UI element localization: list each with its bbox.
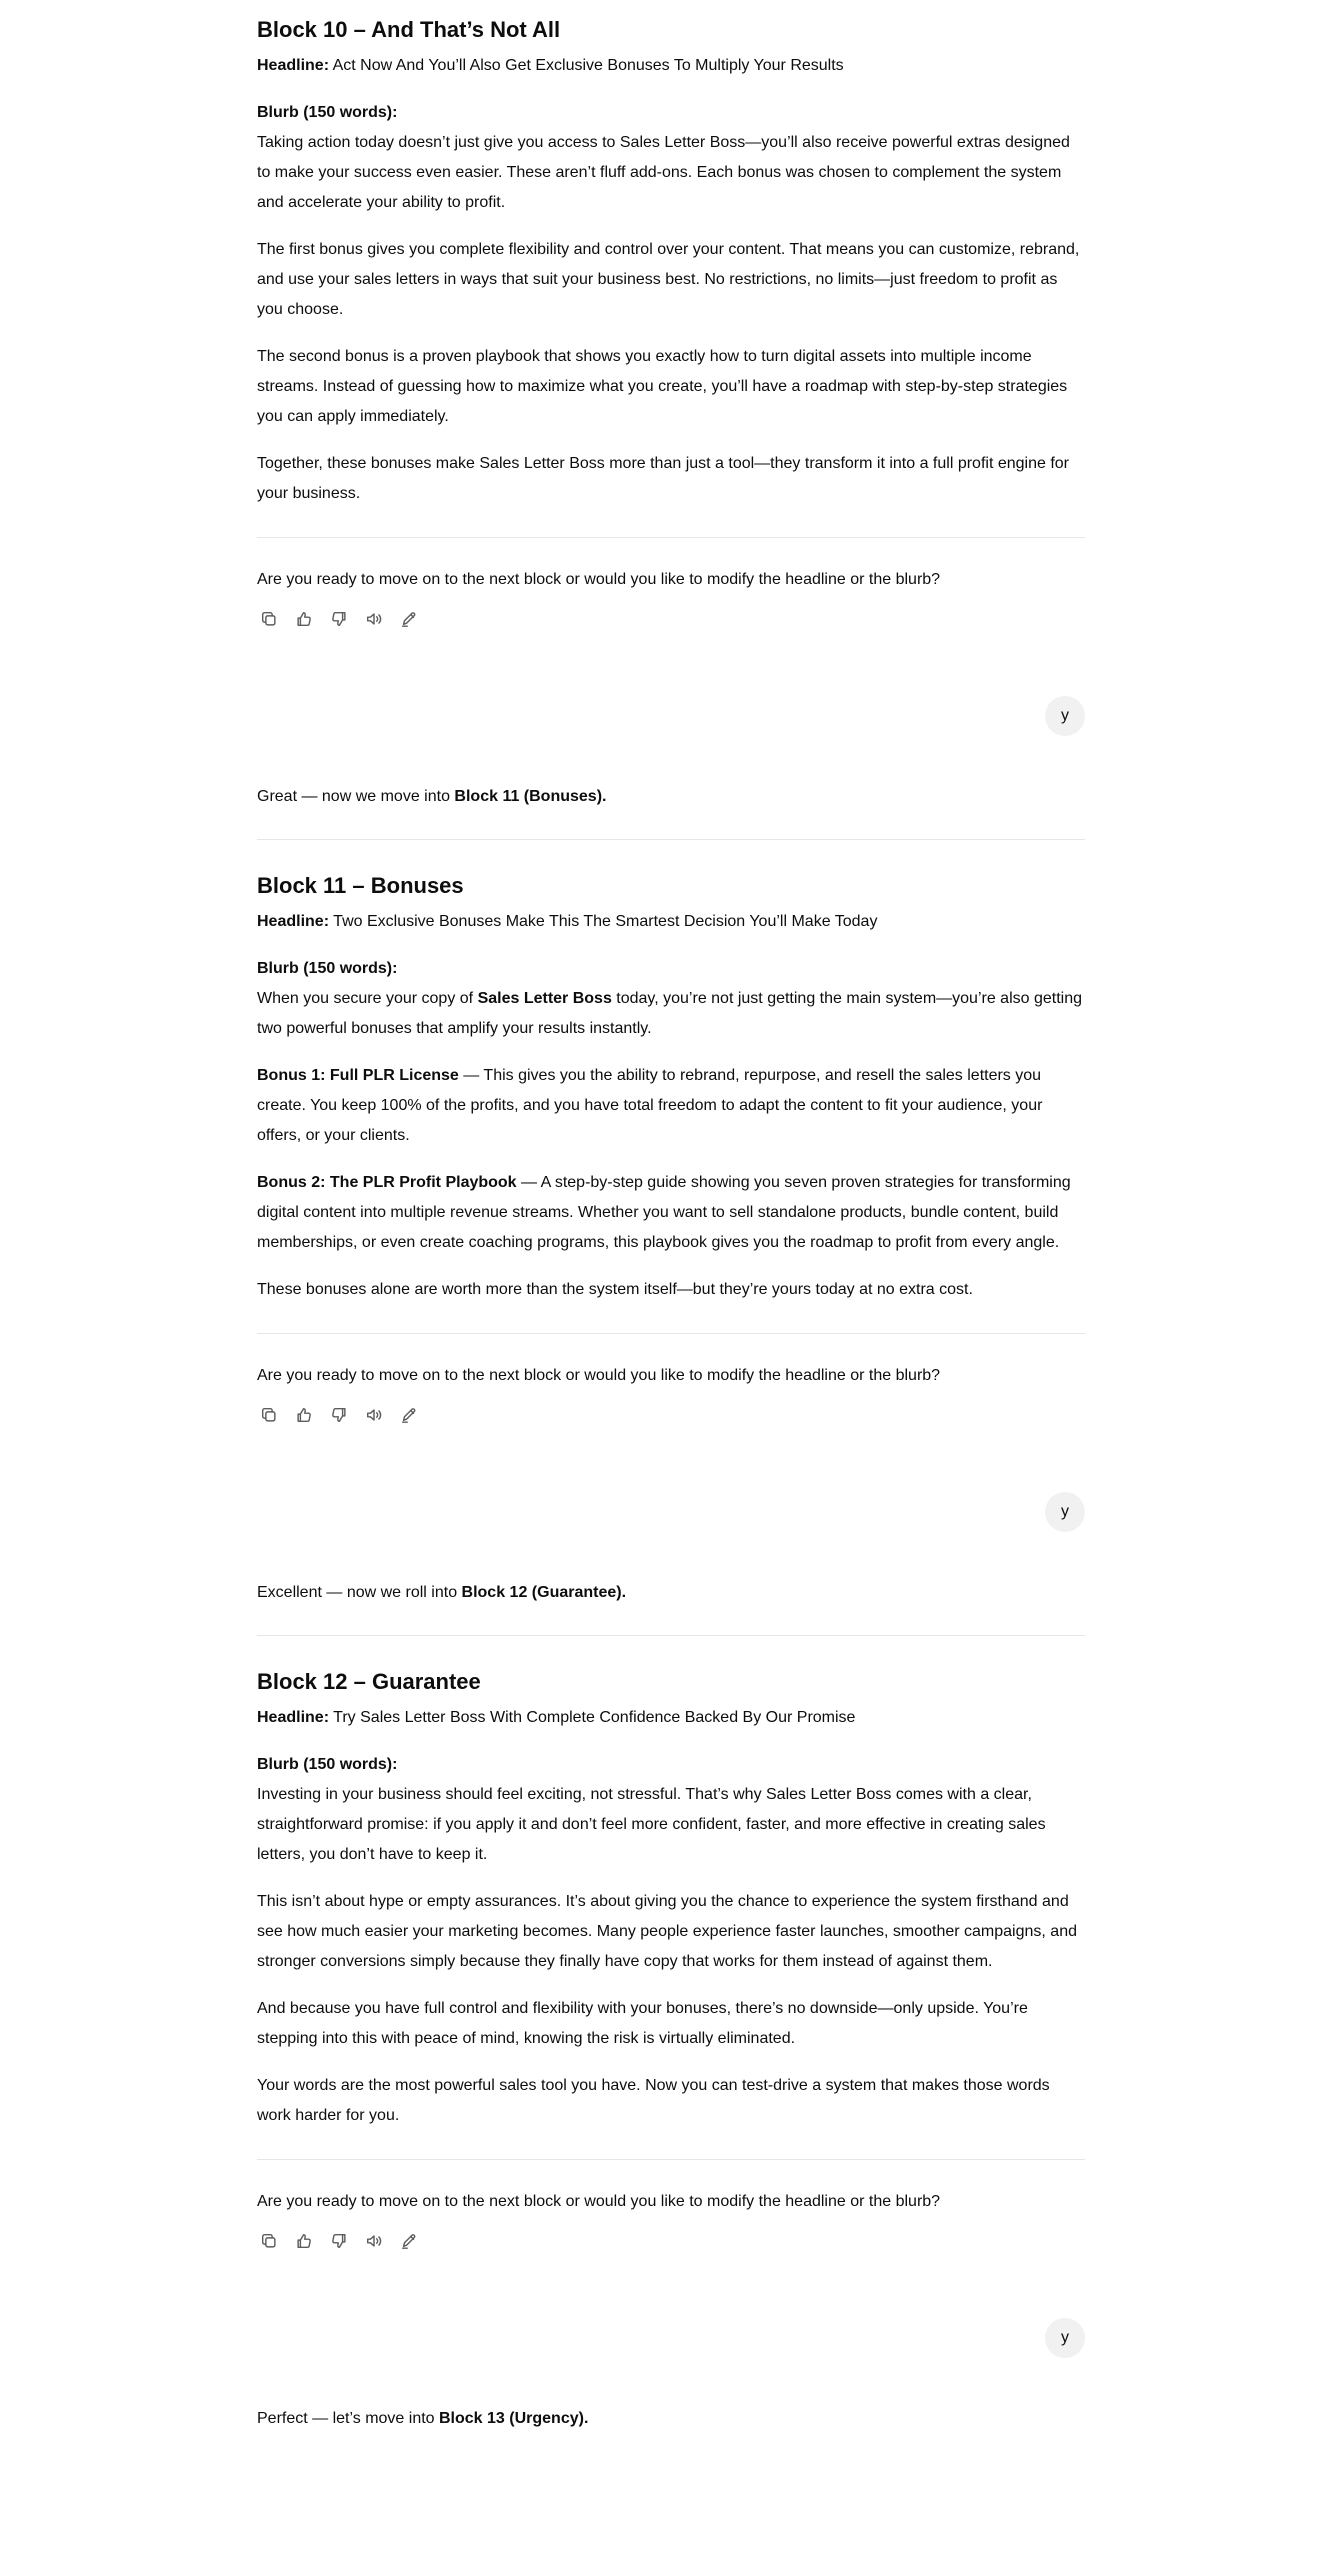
question-text: Are you ready to move on to the next block or would you like to modify the headline or the blurb? [257, 2193, 941, 2210]
read-aloud-icon[interactable] [362, 1403, 386, 1427]
assistant-message [257, 0, 1085, 631]
message-actions [257, 607, 1085, 631]
paragraph: These bonuses alone are worth more than the system itself—but they’re yours today at no extra cost. [257, 1281, 973, 1298]
edit-icon[interactable] [397, 607, 421, 631]
thumbs-down-icon[interactable] [327, 2229, 351, 2253]
transition-text: Excellent — now we roll into [257, 1584, 462, 1601]
paragraph-text: When you secure your copy of [257, 990, 478, 1007]
headline-label: Headline: [257, 913, 330, 930]
copy-icon[interactable] [257, 2229, 281, 2253]
message-actions [257, 1403, 1085, 1427]
divider [257, 839, 1085, 840]
user-message-row [257, 1492, 1085, 1532]
message-actions [257, 2229, 1085, 2253]
thumbs-up-icon[interactable] [292, 2229, 316, 2253]
block-title: Block 10 – And That’s Not All [257, 17, 561, 42]
headline-label: Headline: [257, 1709, 330, 1726]
transition-text: Great — now we move into [257, 788, 455, 805]
blurb-label: Blurb (150 words): [257, 104, 398, 121]
paragraph [257, 984, 1085, 1044]
divider [257, 1333, 1085, 1334]
thumbs-down-icon[interactable] [327, 1403, 351, 1427]
blurb-label-line [257, 98, 1085, 128]
next-block-label: Block 12 (Guarantee). [461, 1584, 627, 1601]
assistant-message [257, 2358, 1085, 2434]
paragraph-text: today, you’re not just getting the main system—you’re also getting two powerful bonuses that amplify your results instantly. [257, 990, 1083, 1037]
paragraph: The first bonus gives you complete flexibility and control over your content. That means you can customize, rebrand, and use your sales letters in ways that suit your business best. No restrictions, no limits—just freedom to profit as you choose. [257, 241, 1080, 318]
user-message: y [1045, 1492, 1085, 1532]
block-title: Block 12 – Guarantee [257, 1669, 481, 1694]
headline-text: Act Now And You’ll Also Get Exclusive Bonuses To Multiply Your Results [332, 57, 844, 74]
headline-line [257, 1703, 1085, 1733]
read-aloud-icon[interactable] [362, 607, 386, 631]
headline-line [257, 907, 1085, 937]
copy-icon[interactable] [257, 1403, 281, 1427]
divider [257, 537, 1085, 538]
user-message-row [257, 696, 1085, 736]
paragraph: Taking action today doesn’t just give you access to Sales Letter Boss—you’ll also receive powerful extras designed to make your success even easier. These aren’t fluff add-ons. Each bonus was chosen to complement the system and accelerate your ability to profit. [257, 134, 1070, 211]
headline-line [257, 51, 1085, 81]
edit-icon[interactable] [397, 1403, 421, 1427]
bonus-2-text: — A step-by-step guide showing you seven proven strategies for transforming digital content into multiple revenue streams. Whether you want to sell standalone products, bundle content, build memberships, or even create coaching programs, this playbook gives you the roadmap to profit from every angle. [257, 1174, 1071, 1251]
question-text: Are you ready to move on to the next block or would you like to modify the headline or the blurb? [257, 1367, 941, 1384]
transition-line [257, 2404, 1085, 2434]
divider [257, 1635, 1085, 1636]
copy-icon[interactable] [257, 607, 281, 631]
blurb-label: Blurb (150 words): [257, 1756, 398, 1773]
chat-thread [257, 0, 1085, 2434]
headline-text: Two Exclusive Bonuses Make This The Smartest Decision You’ll Make Today [333, 913, 878, 930]
block-title: Block 11 – Bonuses [257, 873, 464, 898]
paragraph: This isn’t about hype or empty assurances. It’s about giving you the chance to experience the system firsthand and see how much easier your marketing becomes. Many people experience faster launches, smoother campaigns, and stronger conversions simply because they finally have copy that works for them instead of against them. [257, 1893, 1077, 1970]
thumbs-down-icon[interactable] [327, 607, 351, 631]
paragraph: Investing in your business should feel exciting, not stressful. That’s why Sales Letter Boss comes with a clear, straightforward promise: if you apply it and don’t feel more confident, faster, and more effective in creating sales letters, you don’t have to keep it. [257, 1786, 1046, 1863]
bonus-2-label: Bonus 2: The PLR Profit Playbook [257, 1174, 517, 1191]
divider [257, 2159, 1085, 2160]
edit-icon[interactable] [397, 2229, 421, 2253]
next-block-label: Block 11 (Bonuses). [454, 788, 607, 805]
user-message-row [257, 2318, 1085, 2358]
headline-text: Try Sales Letter Boss With Complete Confidence Backed By Our Promise [333, 1709, 856, 1726]
assistant-message [257, 736, 1085, 1427]
user-message: y [1045, 696, 1085, 736]
blurb-label-line [257, 954, 1085, 984]
question-text: Are you ready to move on to the next block or would you like to modify the headline or the blurb? [257, 571, 941, 588]
paragraph: The second bonus is a proven playbook that shows you exactly how to turn digital assets into multiple income streams. Instead of guessing how to maximize what you create, you’ll have a roadmap with step-by-step strategies you can apply immediately. [257, 348, 1068, 425]
bonus-1-text: — This gives you the ability to rebrand, repurpose, and resell the sales letters you create. You keep 100% of the profits, and you have total freedom to adapt the content to fit your audience, your offers, or your clients. [257, 1067, 1043, 1144]
paragraph: And because you have full control and flexibility with your bonuses, there’s no downside—only upside. You’re stepping into this with peace of mind, knowing the risk is virtually eliminated. [257, 2000, 1028, 2047]
assistant-message [257, 1532, 1085, 2253]
blurb-label-line [257, 1750, 1085, 1780]
next-block-label: Block 13 (Urgency). [439, 2410, 589, 2427]
headline-label: Headline: [257, 57, 330, 74]
thumbs-up-icon[interactable] [292, 607, 316, 631]
read-aloud-icon[interactable] [362, 2229, 386, 2253]
transition-line [257, 1578, 1085, 1608]
blurb-label: Blurb (150 words): [257, 960, 398, 977]
product-name: Sales Letter Boss [477, 990, 612, 1007]
bonus-1-label: Bonus 1: Full PLR License [257, 1067, 459, 1084]
user-message: y [1045, 2318, 1085, 2358]
paragraph: Your words are the most powerful sales tool you have. Now you can test-drive a system that makes those words work harder for you. [257, 2077, 1050, 2124]
bonus-1-paragraph [257, 1061, 1085, 1151]
transition-line [257, 782, 1085, 812]
bonus-2-paragraph [257, 1168, 1085, 1258]
transition-text: Perfect — let’s move into [257, 2410, 439, 2427]
paragraph: Together, these bonuses make Sales Letter Boss more than just a tool—they transform it into a full profit engine for your business. [257, 455, 1069, 502]
thumbs-up-icon[interactable] [292, 1403, 316, 1427]
